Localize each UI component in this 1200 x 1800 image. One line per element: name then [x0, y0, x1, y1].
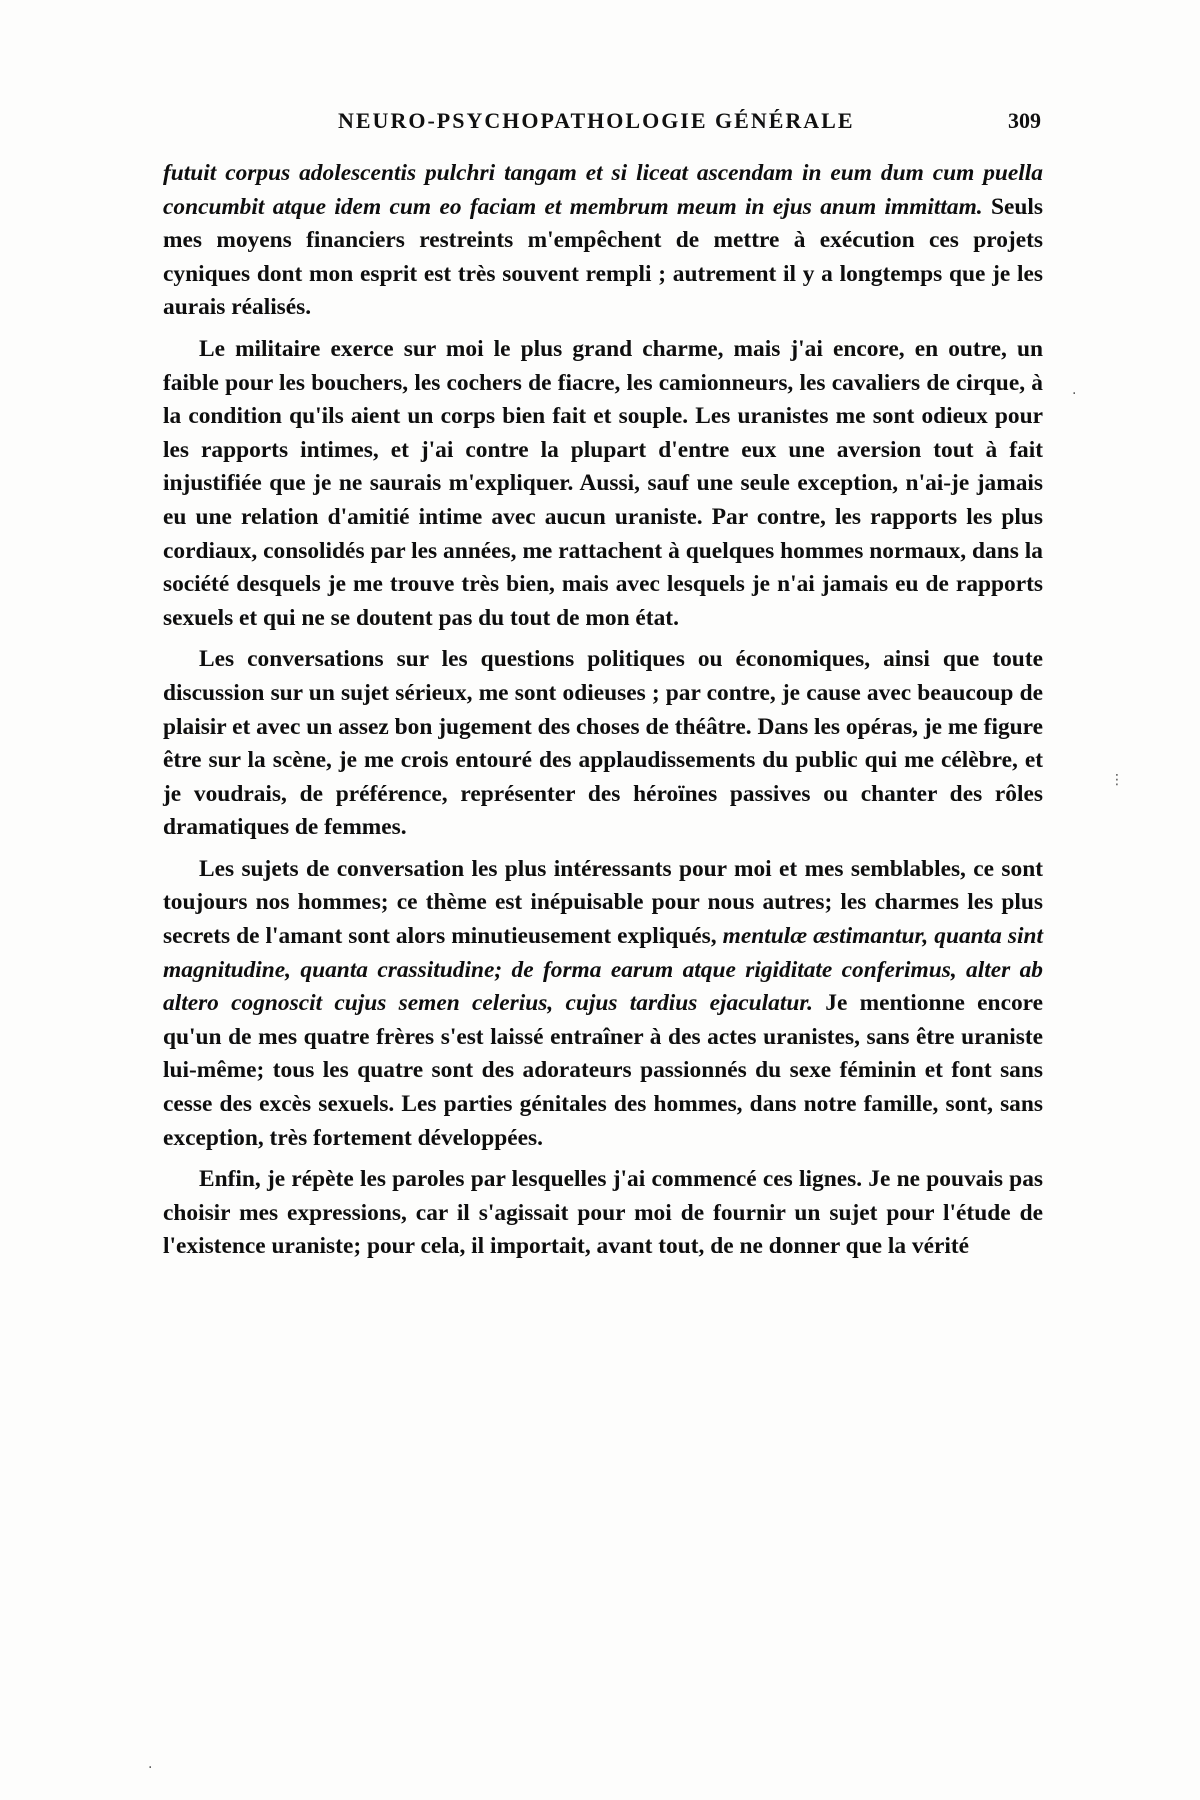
margin-dot: ⋮ [1110, 772, 1124, 788]
body-text [163, 157, 1043, 1272]
paragraph-text: Seuls mes moyens financiers restreints m'empêchent de mettre à exécution ces projets cyniques dont mon esprit est très souvent rempli ; autrement il y a longtemps que je les aurais réalisés. [163, 193, 1043, 321]
latin-passage: mentulæ æstimantur, quanta sint magnitudine, quanta crassitudine; de forma earum atque rigiditate conferimus, alter ab altero cognoscit cujus semen celerius, cujus tardius ejaculatur. [163, 923, 1043, 1017]
paragraph-4 [163, 853, 1043, 1155]
paragraph-text: Les conversations sur les questions politiques ou économiques, ainsi que toute discussion sur un sujet sérieux, me sont odieuses ; par contre, je cause avec beaucoup de plaisir et avec un assez bon jugement des choses de théâtre. Dans les opéras, je me figure être sur la scène, je me crois entouré des applaudissements du public qui me célèbre, et je voudrais, de préférence, représenter des héroïnes passives ou chanter des rôles dramatiques de femmes. [163, 646, 1043, 841]
paragraph-3 [163, 643, 1043, 845]
paragraph-text: Le militaire exerce sur moi le plus grand charme, mais j'ai encore, en outre, un faible pour les bouchers, les cochers de fiacre, les camionneurs, les cavaliers de cirque, à la condition qu'ils aient un corps bien fait et souple. Les uranistes me sont odieux pour les rapports intimes, et j'ai contre la plupart d'entre eux une aversion tout à fait injustifiée que je ne saurais m'expliquer. Aussi, sauf une seule exception, n'ai-je jamais eu une relation d'amitié intime avec aucun uraniste. Par contre, les rapports les plus cordiaux, consolidés par les années, me rattachent à quelques hommes normaux, dans la société desquels je me trouve très bien, mais avec lesquels je n'ai jamais eu de rapports sexuels et qui ne se doutent pas du tout de mon état. [163, 335, 1043, 631]
latin-passage: futuit corpus adolescentis pulchri tangam et si liceat ascendam in eum dum cum puella concumbit atque idem cum eo faciam et membrum meum in ejus anum immittam. [163, 160, 1043, 220]
paragraph-2 [163, 333, 1043, 635]
running-title: NEURO-PSYCHOPATHOLOGIE GÉNÉRALE [338, 108, 855, 133]
margin-dot: · [148, 1760, 153, 1776]
running-head [163, 108, 1063, 148]
paragraph-text: Les sujets de conversation les plus intéressants pour moi et mes semblables, ce sont toujours nos hommes; ce thème est inépuisable pour nous autres; les charmes les plus secrets de l'amant sont alors minutieusement expliqués, [163, 855, 1043, 950]
paragraph-text: Je mentionne encore qu'un de mes quatre frères s'est laissé entraîner à des actes uranistes, sans être uraniste lui-même; tous les quatre sont des adorateurs passionnés du sexe féminin et font sans cesse des excès sexuels. Les parties génitales des hommes, dans notre famille, sont, sans exception, très fortement développées. [163, 990, 1043, 1151]
paragraph-text: Enfin, je répète les paroles par lesquelles j'ai commencé ces lignes. Je ne pouvais pas choisir mes expressions, car il s'agissait pour moi de fournir un sujet pour l'étude de l'existence uraniste; pour cela, il importait, avant tout, de ne donner que la vérité [163, 1166, 1043, 1260]
paragraph-1 [163, 157, 1043, 325]
page-number: 309 [1008, 108, 1041, 133]
paragraph-5 [163, 1163, 1043, 1264]
margin-dot: · [1072, 386, 1077, 402]
